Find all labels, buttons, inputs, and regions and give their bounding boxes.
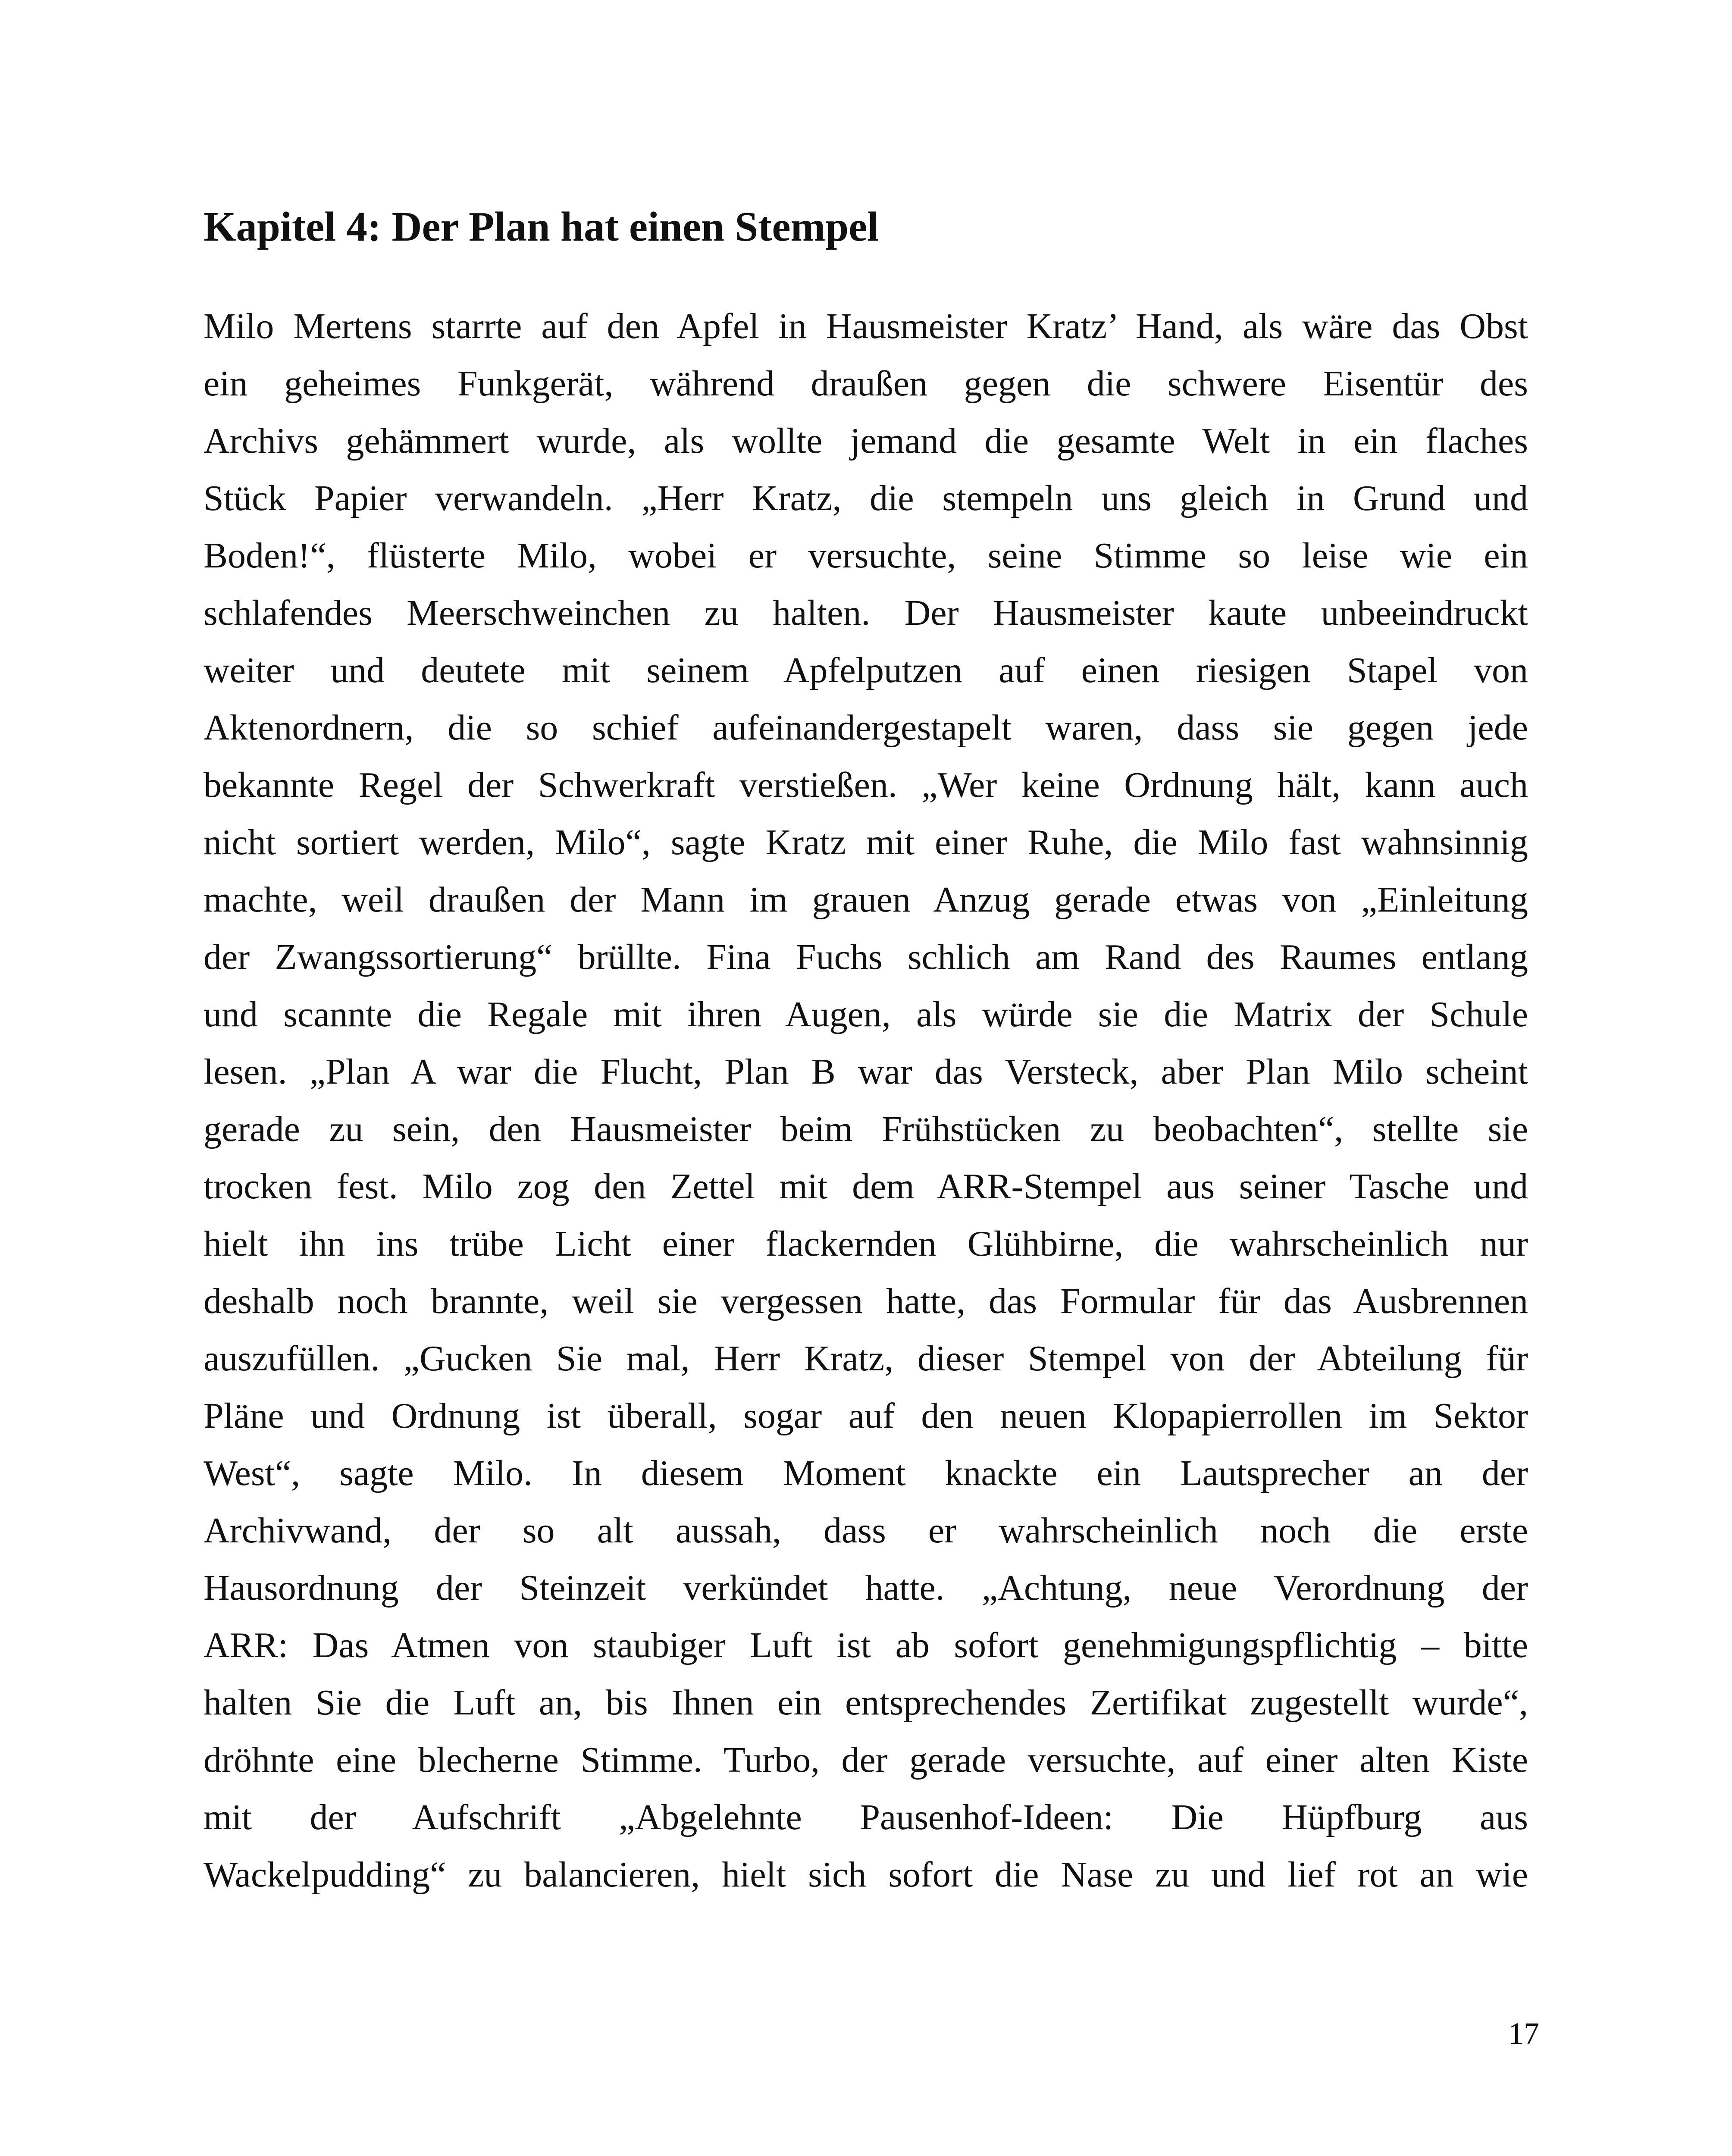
- text-line-content: Wackelpudding“ zu balancieren, hielt sich sofort die Nase zu und lief rot an wie: [204, 1855, 1528, 1895]
- text-line-content: gerade zu sein, den Hausmeister beim Frühstücken zu beobachten“, stellte sie: [204, 1109, 1528, 1149]
- text-line-content: halten Sie die Luft an, bis Ihnen ein entsprechendes Zertifikat zugestellt wurde“,: [204, 1683, 1528, 1723]
- text-line-content: Archivwand, der so alt aussah, dass er wahrscheinlich noch die erste: [204, 1510, 1528, 1551]
- text-line: [204, 1731, 1528, 1789]
- text-line: [204, 699, 1528, 756]
- text-line-content: hielt ihn ins trübe Licht einer flackernden Glühbirne, die wahrscheinlich nur: [204, 1224, 1528, 1264]
- text-line-content: ein geheimes Funkgerät, während draußen gegen die schwere Eisentür des: [204, 364, 1528, 404]
- text-line: [204, 470, 1528, 527]
- text-line: [204, 1043, 1528, 1100]
- text-line-content: Hausordnung der Steinzeit verkündet hatte. „Achtung, neue Verordnung der: [204, 1568, 1528, 1608]
- text-line-content: lesen. „Plan A war die Flucht, Plan B war das Versteck, aber Plan Milo scheint: [204, 1052, 1528, 1092]
- text-line-content: dröhnte eine blecherne Stimme. Turbo, der gerade versuchte, auf einer alten Kiste: [204, 1740, 1528, 1780]
- text-line: [204, 871, 1528, 928]
- text-line-content: und scannte die Regale mit ihren Augen, als würde sie die Matrix der Schule: [204, 994, 1528, 1034]
- text-line-content: auszufüllen. „Gucken Sie mal, Herr Kratz, dieser Stempel von der Abteilung für: [204, 1338, 1528, 1379]
- text-line-content: Milo Mertens starrte auf den Apfel in Hausmeister Kratz’ Hand, als wäre das Obst: [204, 306, 1528, 346]
- text-line-content: nicht sortiert werden, Milo“, sagte Kratz mit einer Ruhe, die Milo fast wahnsinnig: [204, 822, 1528, 862]
- text-line: [204, 1502, 1528, 1559]
- text-line-content: deshalb noch brannte, weil sie vergessen hatte, das Formular für das Ausbrennen: [204, 1281, 1528, 1321]
- text-line-content: trocken fest. Milo zog den Zettel mit dem ARR-Stempel aus seiner Tasche und: [204, 1166, 1528, 1206]
- text-line-content: machte, weil draußen der Mann im grauen Anzug gerade etwas von „Einleitung: [204, 880, 1528, 920]
- text-line: [204, 928, 1528, 986]
- text-line-content: Boden!“, flüsterte Milo, wobei er versuchte, seine Stimme so leise wie ein: [204, 536, 1528, 576]
- text-line-content: Aktenordnern, die so schief aufeinandergestapelt waren, dass sie gegen jede: [204, 708, 1528, 748]
- body-paragraph: [204, 298, 1528, 1903]
- text-line: [204, 527, 1528, 584]
- text-line-content: Stück Papier verwandeln. „Herr Kratz, die stempeln uns gleich in Grund und: [204, 478, 1528, 518]
- text-line: [204, 1559, 1528, 1617]
- text-line-content: weiter und deutete mit seinem Apfelputzen auf einen riesigen Stapel von: [204, 650, 1528, 690]
- text-line-content: Archivs gehämmert wurde, als wollte jemand die gesamte Welt in ein flaches: [204, 421, 1528, 461]
- text-line: [204, 1100, 1528, 1158]
- text-line: [204, 1674, 1528, 1731]
- page-number: 17: [1508, 2016, 1539, 2051]
- text-line: [204, 1846, 1528, 1903]
- text-line: [204, 584, 1528, 642]
- text-line: [204, 1445, 1528, 1502]
- text-line: [204, 412, 1528, 470]
- text-line: [204, 642, 1528, 699]
- text-line: [204, 986, 1528, 1043]
- text-line-content: Pläne und Ordnung ist überall, sogar auf den neuen Klopapierrollen im Sektor: [204, 1396, 1528, 1436]
- text-line: [204, 1387, 1528, 1445]
- text-line: [204, 1272, 1528, 1330]
- text-line-content: ARR: Das Atmen von staubiger Luft ist ab sofort genehmigungspflichtig – bitte: [204, 1625, 1528, 1665]
- text-line: [204, 298, 1528, 355]
- text-line: [204, 1215, 1528, 1272]
- chapter-title: Kapitel 4: Der Plan hat einen Stempel: [204, 204, 879, 250]
- text-line: [204, 1617, 1528, 1674]
- text-line-content: bekannte Regel der Schwerkraft verstießen. „Wer keine Ordnung hält, kann auch: [204, 765, 1528, 805]
- text-line: [204, 355, 1528, 412]
- text-line: [204, 1158, 1528, 1215]
- text-line-content: schlafendes Meerschweinchen zu halten. Der Hausmeister kaute unbeeindruckt: [204, 593, 1528, 633]
- text-line-content: mit der Aufschrift „Abgelehnte Pausenhof-Ideen: Die Hüpfburg aus: [204, 1797, 1528, 1837]
- text-line: [204, 756, 1528, 814]
- text-line: [204, 1789, 1528, 1846]
- text-line-content: der Zwangssortierung“ brüllte. Fina Fuchs schlich am Rand des Raumes entlang: [204, 937, 1528, 977]
- text-line: [204, 1330, 1528, 1387]
- text-line-content: West“, sagte Milo. In diesem Moment knackte ein Lautsprecher an der: [204, 1453, 1528, 1493]
- text-line: [204, 814, 1528, 871]
